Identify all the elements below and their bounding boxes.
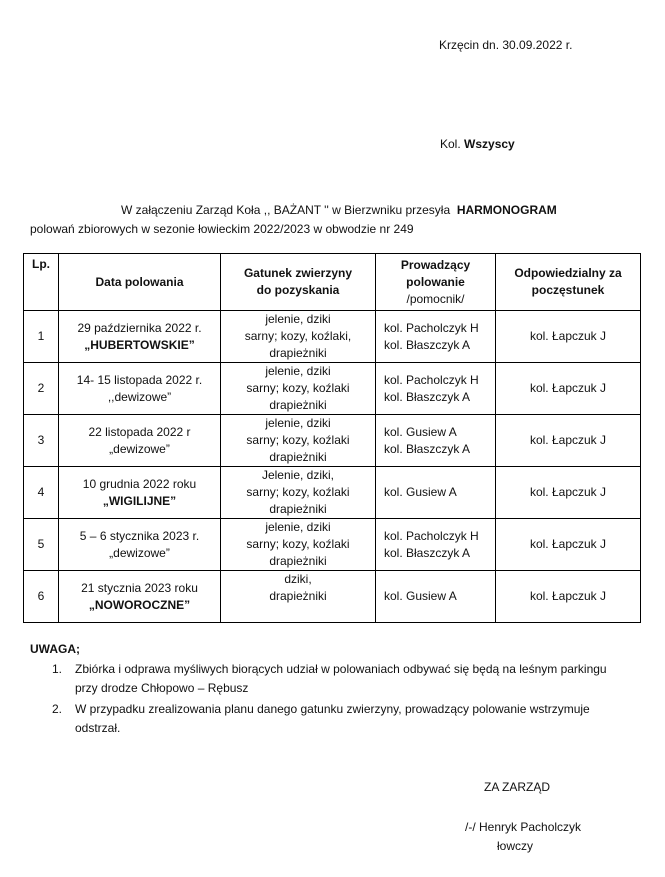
cell-responsible: kol. Łapczuk J [496, 571, 641, 623]
cell-date [59, 363, 221, 415]
cell-lp: 3 [24, 415, 59, 467]
table-header-row [24, 254, 641, 311]
lead-line: kol. Pacholczyk H [384, 528, 479, 543]
board-label: ZA ZARZĄD [484, 780, 551, 794]
hunt-date: 29 października 2022 r. [77, 320, 202, 335]
lead-line: kol. Błaszczyk A [384, 389, 471, 404]
intro-text: W załączeniu Zarząd Koła ,, BAŻANT '' w Bierzwniku przesyła [121, 203, 451, 217]
lead-line: kol. Błaszczyk A [384, 337, 471, 352]
cell-lead [376, 363, 496, 415]
species-line: sarny; kozy, koźlaki [246, 537, 350, 551]
table-row [24, 415, 641, 467]
hunt-name: ,,dewizowe” [107, 389, 172, 404]
cell-responsible: kol. Łapczuk J [496, 467, 641, 519]
species-line: sarny; kozy, koźlaki, [244, 329, 352, 343]
lead-line: kol. Gusiew A [384, 485, 457, 499]
species-line: jelenie, dziki [265, 312, 331, 326]
species-line: jelenie, dziki [265, 520, 331, 534]
header-lead-line: /pomocnik/ [406, 291, 465, 306]
cell-responsible: kol. Łapczuk J [496, 311, 641, 363]
cell-date [59, 415, 221, 467]
hunt-date: 14- 15 listopada 2022 r. [76, 372, 203, 387]
cell-lead [376, 415, 496, 467]
species-line: drapieżniki [269, 398, 327, 412]
hunt-date: 22 listopada 2022 r [88, 424, 191, 439]
lead-line: kol. Błaszczyk A [384, 441, 471, 456]
hunt-name: „dewizowe” [109, 545, 170, 560]
hunt-date: 10 grudnia 2022 roku [82, 476, 197, 491]
species-line: sarny; kozy, koźlaki [246, 433, 350, 447]
header-lp: Lp. [24, 254, 59, 311]
species-line: jelenie, dziki [265, 416, 331, 430]
species-line: jelenie, dziki [265, 364, 331, 378]
table-row [24, 363, 641, 415]
cell-responsible: kol. Łapczuk J [496, 519, 641, 571]
species-line: dziki, [284, 572, 312, 586]
signer-name: /-/ Henryk Pacholczyk [465, 820, 582, 834]
header-responsible [496, 254, 641, 311]
cell-lp: 2 [24, 363, 59, 415]
hunt-name: „HUBERTOWSKIE” [84, 337, 195, 352]
cell-species [221, 415, 376, 467]
addressee-prefix: Kol. [440, 137, 461, 151]
species-line: drapieżniki [269, 346, 327, 360]
cell-responsible: kol. Łapczuk J [496, 415, 641, 467]
intro-highlight: HARMONOGRAM [456, 203, 557, 217]
header-lead-line: Prowadzący [400, 257, 471, 272]
addressee [440, 137, 515, 151]
note-text: Zbiórka i odprawa myśliwych biorących udział w polowaniach odbywać się będą na leśnym parkingu przy drodze Chłopowo – Rębusz [75, 662, 607, 695]
header-responsible-line: Odpowiedzialny za [514, 266, 622, 280]
intro-line-2: polowań zbiorowych w sezonie łowieckim 2022/2023 w obwodzie nr 249 [30, 222, 414, 236]
cell-species [221, 311, 376, 363]
cell-species [221, 571, 376, 623]
notes-title: UWAGA; [30, 642, 80, 656]
table-row [24, 571, 641, 623]
header-date: Data polowania [59, 254, 221, 311]
table-row [24, 519, 641, 571]
note-number: 1. [52, 662, 63, 676]
place-date: Krzęcin dn. 30.09.2022 r. [439, 38, 573, 52]
species-line: sarny; kozy, koźlaki [246, 381, 350, 395]
header-species-line: do pozyskania [256, 283, 340, 297]
cell-date [59, 467, 221, 519]
cell-species [221, 467, 376, 519]
species-line: drapieżniki [269, 554, 327, 568]
cell-lead [376, 311, 496, 363]
species-line: drapieżniki [269, 589, 327, 603]
note-item [52, 700, 612, 738]
hunt-date: 21 stycznia 2023 roku [81, 580, 198, 595]
species-line: drapieżniki [269, 502, 327, 516]
cell-lead [376, 519, 496, 571]
cell-date [59, 519, 221, 571]
cell-date [59, 571, 221, 623]
cell-lp: 4 [24, 467, 59, 519]
hunt-name: „NOWOROCZNE” [88, 597, 191, 612]
header-species [221, 254, 376, 311]
table-row [24, 467, 641, 519]
header-lead [376, 254, 496, 311]
intro-line-1 [121, 203, 557, 217]
lead-line: kol. Błaszczyk A [384, 545, 471, 560]
species-line: drapieżniki [269, 450, 327, 464]
signer-role: łowczy [497, 839, 534, 853]
lead-line: kol. Gusiew A [384, 424, 457, 439]
cell-species [221, 363, 376, 415]
header-species-line: Gatunek zwierzyny [243, 266, 353, 280]
note-item [52, 660, 612, 698]
cell-lp: 1 [24, 311, 59, 363]
cell-species [221, 519, 376, 571]
header-lead-line: polowanie [406, 274, 465, 289]
hunt-name: „WIGILIJNE” [102, 493, 177, 508]
species-line: Jelenie, dziki, [261, 468, 335, 482]
lead-line: kol. Pacholczyk H [384, 372, 479, 387]
species-line: sarny; kozy, koźlaki [246, 485, 350, 499]
lead-line: kol. Pacholczyk H [384, 320, 479, 335]
lead-line: kol. Gusiew A [384, 589, 457, 603]
cell-lead [376, 571, 496, 623]
cell-lp: 6 [24, 571, 59, 623]
cell-date [59, 311, 221, 363]
note-number: 2. [52, 702, 63, 716]
schedule-table [23, 253, 641, 623]
header-responsible-line: poczęstunek [531, 283, 605, 297]
cell-responsible: kol. Łapczuk J [496, 363, 641, 415]
cell-lead [376, 467, 496, 519]
addressee-name: Wszyscy [464, 137, 515, 151]
cell-lp: 5 [24, 519, 59, 571]
note-text: W przypadku zrealizowania planu danego gatunku zwierzyny, prowadzący polowanie wstrzymuje odstrzał. [75, 702, 590, 735]
hunt-date: 5 – 6 stycznika 2023 r. [79, 528, 200, 543]
hunt-name: „dewizowe” [109, 441, 170, 456]
table-row [24, 311, 641, 363]
